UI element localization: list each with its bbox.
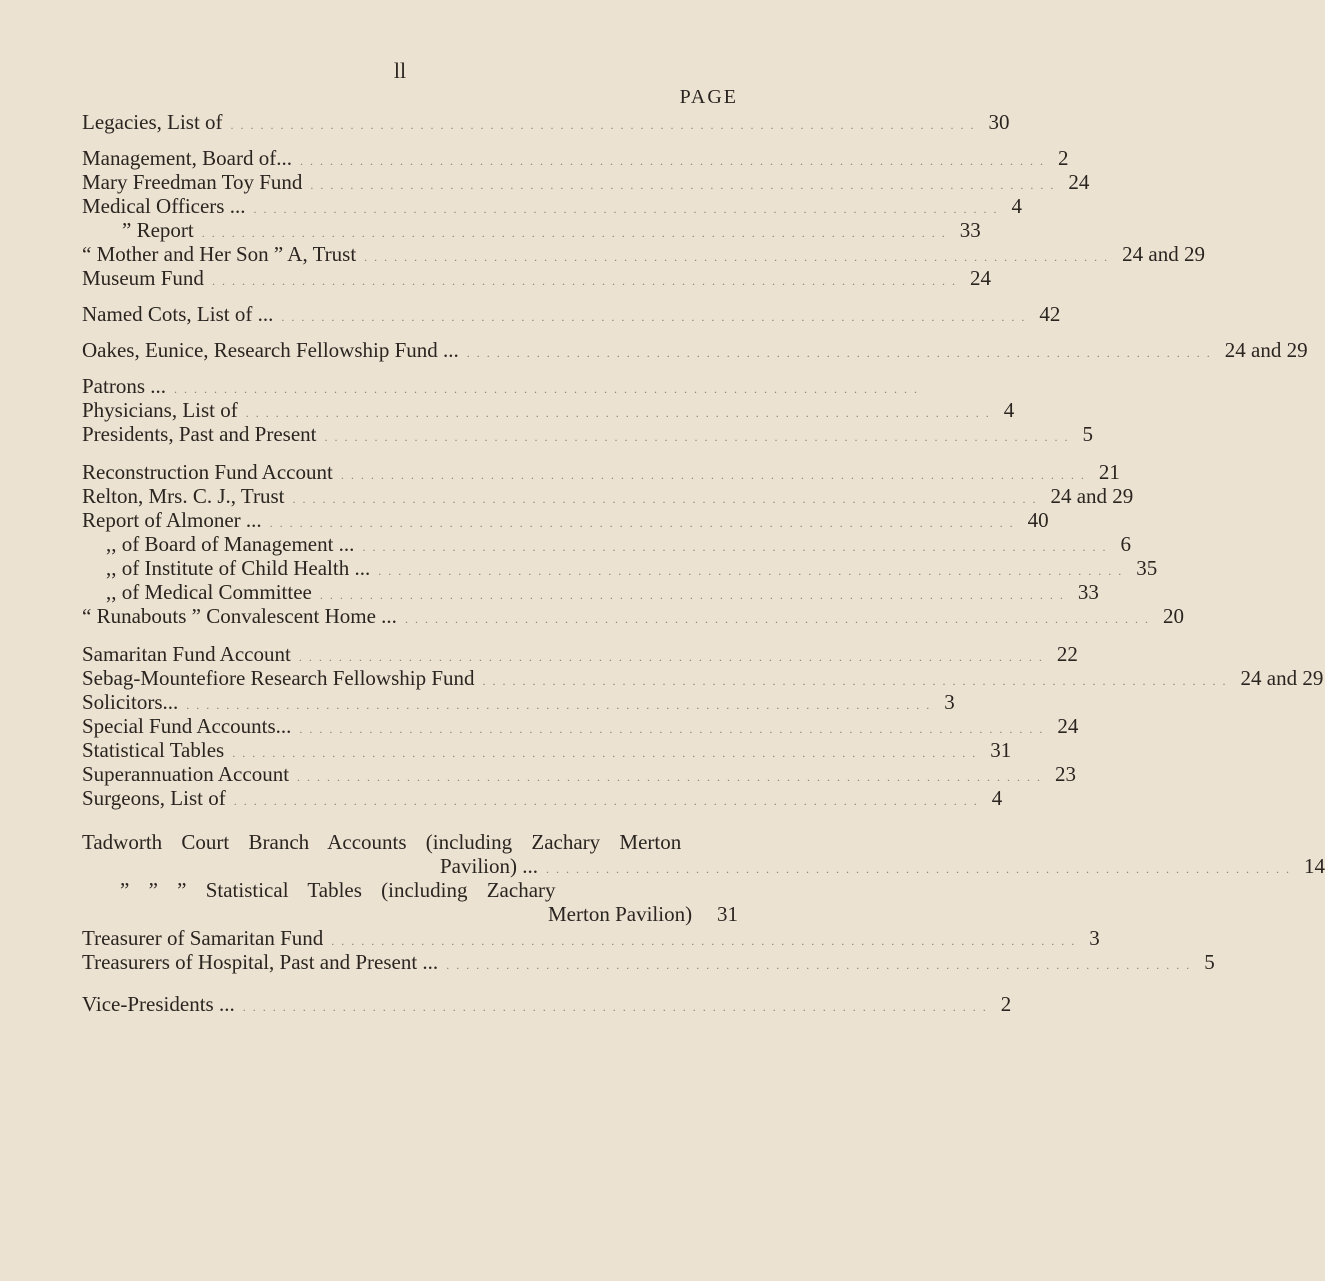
dot-leader: ........................................................................... [378, 564, 1129, 578]
entry-page: 24 and 29 [1240, 666, 1324, 690]
entry-label: Statistical Tables [82, 738, 225, 762]
dot-leader: ........................................................................... [211, 274, 962, 288]
entry-page: 30 [988, 110, 1010, 134]
entry-label: ,, of Institute of Child Health ... [106, 556, 371, 580]
index-entry [82, 738, 1012, 764]
index-entry [82, 266, 991, 292]
index-entry [82, 556, 1158, 582]
entry-page: 31 [717, 902, 738, 926]
entry-page: 2 [1057, 146, 1069, 170]
dot-leader: ........................................................................... [242, 1000, 993, 1014]
entry-label: ” Report [122, 218, 194, 242]
entry-label: Physicians, List of [82, 398, 238, 422]
index-entry [82, 110, 1010, 136]
index-entry [82, 786, 1003, 812]
entry-page: 40 [1027, 508, 1049, 532]
dot-leader: ........................................................................... [466, 346, 1217, 360]
dot-leader: ........................................................................... [232, 746, 983, 760]
dot-leader: ........................................................................... [446, 958, 1197, 972]
entry-page: 3 [944, 690, 955, 714]
entry-label-line1: ” ” ” Statistical Tables (including Zachary [120, 878, 556, 902]
dot-leader: ........................................................................... [364, 250, 1115, 264]
entry-label: Museum Fund [82, 266, 204, 290]
entry-label: Surgeons, List of [82, 786, 226, 810]
entry-page: 4 [991, 786, 1003, 810]
entry-page: 42 [1039, 302, 1061, 326]
dot-leader: ........................................................................... [201, 226, 952, 240]
index-entry [82, 302, 1061, 328]
index-entry [82, 714, 1079, 740]
entry-page: 24 [1057, 714, 1079, 738]
index-entry [82, 422, 1093, 448]
entry-label: Special Fund Accounts... [82, 714, 292, 738]
index-entry [82, 666, 1324, 692]
index-entry [82, 194, 1022, 220]
index-entry [82, 460, 1120, 486]
dot-leader: ........................................................................... [186, 698, 937, 712]
dot-leader: ........................................................................... [404, 612, 1155, 626]
entry-page: 14 [1304, 854, 1325, 878]
entry-label: Oakes, Eunice, Research Fellowship Fund ... [82, 338, 459, 362]
entry-page: 23 [1055, 762, 1077, 786]
entry-label: Relton, Mrs. C. J., Trust [82, 484, 285, 508]
dot-leader: ........................................................................... [362, 540, 1113, 554]
dot-leader: ........................................................................... [230, 118, 981, 132]
entry-label: ,, of Medical Committee [106, 580, 312, 604]
index-entry [82, 170, 1090, 196]
dot-leader: ........................................................................... [340, 468, 1091, 482]
entry-label: Vice-Presidents ... [82, 992, 235, 1016]
entry-label: “ Mother and Her Son ” A, Trust [82, 242, 357, 266]
entry-label: Management, Board of... [82, 146, 292, 170]
dot-leader: ........................................................................... [546, 862, 1296, 876]
entry-page: 21 [1098, 460, 1120, 484]
dot-leader: ........................................................................... [299, 154, 1050, 168]
index-entry [82, 642, 1078, 668]
index-entry [82, 950, 1215, 976]
entry-label: Mary Freedman Toy Fund [82, 170, 303, 194]
entry-label: Legacies, List of [82, 110, 223, 134]
dot-leader: ........................................................................... [281, 310, 1032, 324]
dot-leader: ........................................................................... [253, 202, 1004, 216]
dot-leader: ........................................................................... [245, 406, 996, 420]
index-entry [82, 508, 1049, 534]
index-entry [82, 484, 1134, 510]
entry-label: Medical Officers ... [82, 194, 246, 218]
entry-page: 24 [969, 266, 991, 290]
entry-label: Superannuation Account [82, 762, 290, 786]
dot-leader: ........................................................................... [292, 492, 1043, 506]
entry-page: 6 [1120, 532, 1131, 556]
entry-page: 31 [990, 738, 1012, 762]
entry-label: Patrons ... [82, 374, 166, 398]
entry-label-line1: Tadworth Court Branch Accounts (including Zachary Merton [82, 830, 682, 854]
entry-page: 4 [1003, 398, 1015, 422]
index-entry [82, 604, 1184, 630]
dot-leader: ........................................................................... [331, 934, 1082, 948]
entry-page: 5 [1204, 950, 1215, 974]
entry-label: Merton Pavilion) [548, 902, 693, 926]
dot-leader: ........................................................................... [297, 770, 1048, 784]
entry-page: 5 [1082, 422, 1093, 446]
entry-page: 24 and 29 [1122, 242, 1205, 266]
entry-page: 33 [1077, 580, 1099, 604]
entry-label: Pavilion) ... [440, 854, 538, 878]
index-entry [82, 992, 1012, 1018]
entry-page: 35 [1136, 556, 1158, 580]
entry-page: 24 and 29 [1224, 338, 1308, 362]
dot-leader: ........................................................................... [319, 588, 1070, 602]
entry-page: 24 and 29 [1050, 484, 1134, 508]
entry-page: 33 [959, 218, 981, 242]
index-entry [82, 690, 955, 716]
dot-leader: ........................................................................... [324, 430, 1075, 444]
entry-label: Presidents, Past and Present [82, 422, 317, 446]
index-entry [82, 242, 1205, 268]
index-entry [440, 854, 1325, 880]
entry-label: Treasurer of Samaritan Fund [82, 926, 324, 950]
entry-label: ,, of Board of Management ... [106, 532, 355, 556]
dot-leader: ........................................................................... [174, 382, 924, 396]
page-column-header: PAGE [679, 86, 738, 108]
entry-label: Report of Almoner ... [82, 508, 262, 532]
entry-page: 4 [1011, 194, 1022, 218]
index-entry [82, 762, 1077, 788]
entry-label: Treasurers of Hospital, Past and Present ... [82, 950, 439, 974]
entry-page: 2 [1000, 992, 1012, 1016]
dot-leader: ........................................................................... [299, 722, 1050, 736]
index-entry [82, 338, 1308, 364]
dot-leader: ........................................................................... [233, 794, 984, 808]
entry-label: Named Cots, List of ... [82, 302, 274, 326]
index-entry [82, 532, 1131, 558]
dot-leader: ........................................................................... [310, 178, 1061, 192]
dot-leader: ........................................................................... [298, 650, 1049, 664]
index-entry [82, 374, 924, 400]
index-entry [82, 398, 1015, 424]
entry-page: 24 [1068, 170, 1090, 194]
entry-page: 3 [1089, 926, 1100, 950]
dot-leader: ........................................................................... [482, 674, 1233, 688]
index-entry [82, 926, 1100, 952]
index-entry [82, 580, 1099, 606]
index-entry [548, 902, 738, 928]
entry-label: Reconstruction Fund Account [82, 460, 333, 484]
entry-label: Solicitors... [82, 690, 179, 714]
index-entry [82, 218, 981, 244]
index-entry [82, 146, 1069, 172]
folio-number: ll [393, 58, 407, 83]
entry-label: Samaritan Fund Account [82, 642, 291, 666]
entry-page: 20 [1162, 604, 1184, 628]
entry-label: Sebag-Mountefiore Research Fellowship Fund [82, 666, 475, 690]
entry-page: 22 [1056, 642, 1078, 666]
entry-label: “ Runabouts ” Convalescent Home ... [82, 604, 397, 628]
dot-leader: ........................................................................... [269, 516, 1020, 530]
